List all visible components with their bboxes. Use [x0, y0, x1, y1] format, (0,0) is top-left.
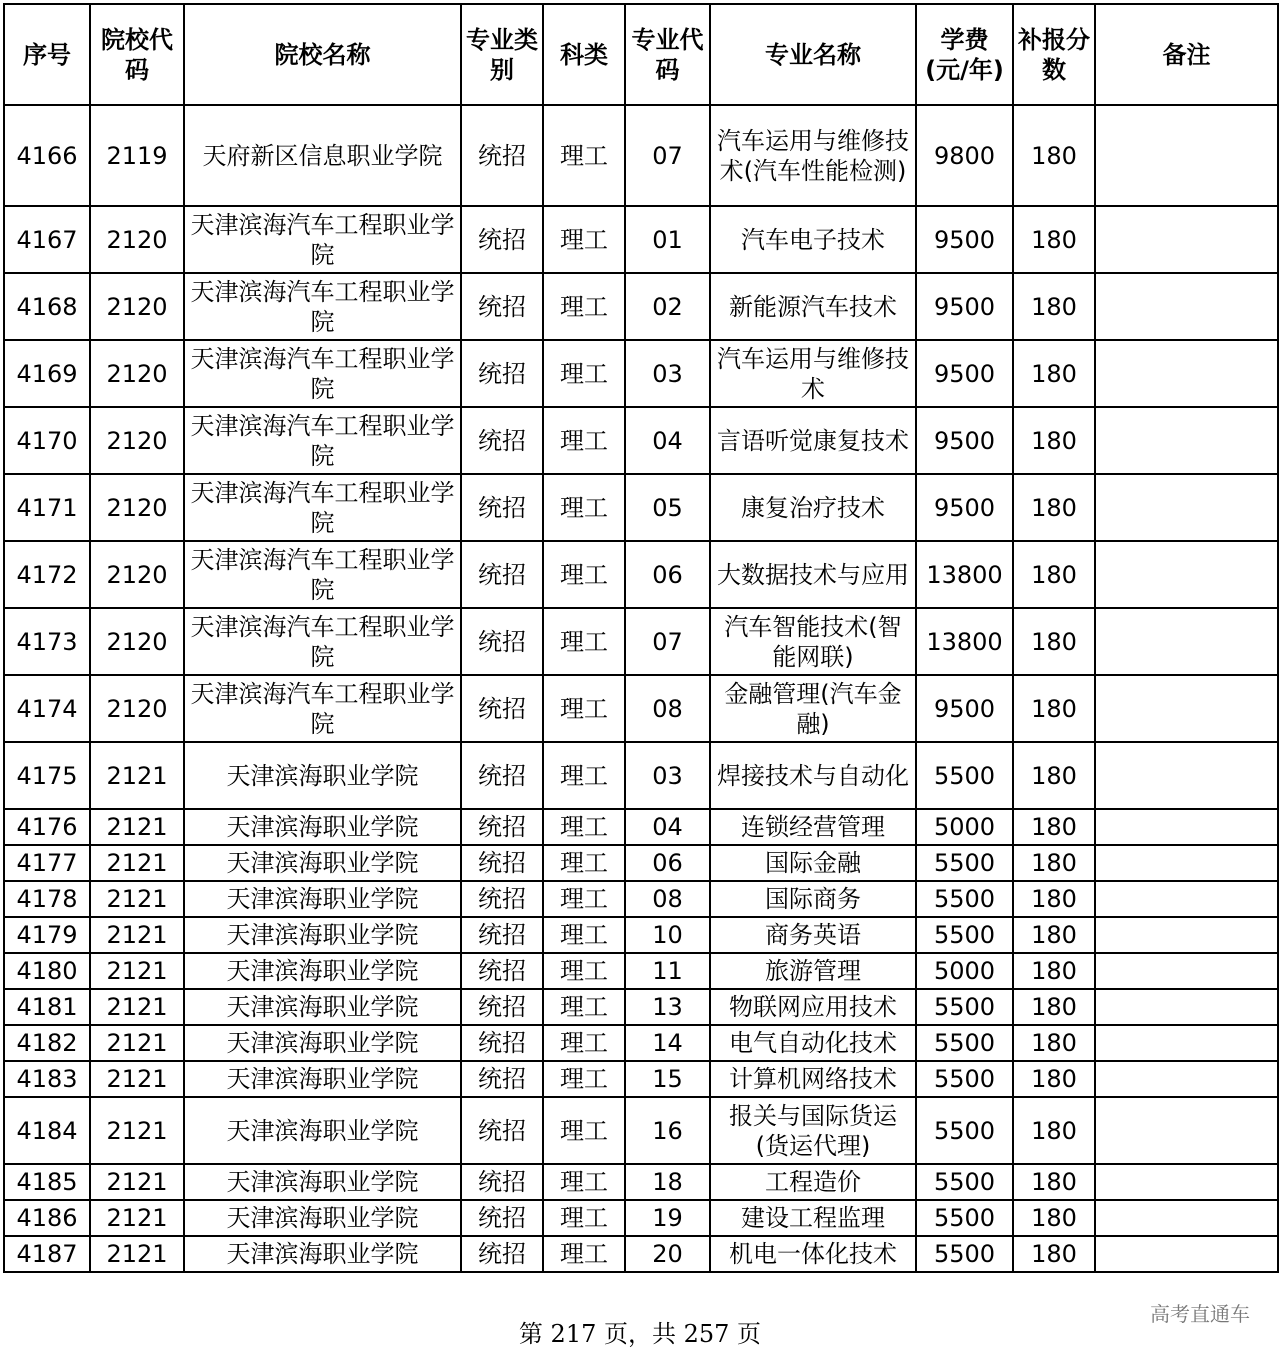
major-code-cell: 01	[625, 206, 710, 273]
tuition-cell: 5500	[916, 1061, 1013, 1097]
table-row	[4, 474, 1278, 541]
major-code-cell: 10	[625, 917, 710, 953]
table-row	[4, 809, 1278, 845]
seq-cell: 4170	[4, 407, 90, 474]
category-cell: 统招	[461, 1236, 543, 1272]
school-code-cell: 2121	[90, 1200, 184, 1236]
major-code-cell: 06	[625, 845, 710, 881]
school-name-cell: 天津滨海职业学院	[184, 881, 461, 917]
school-name-cell: 天津滨海职业学院	[184, 1061, 461, 1097]
major-code-cell: 11	[625, 953, 710, 989]
major-code-cell: 08	[625, 675, 710, 742]
category-cell: 统招	[461, 273, 543, 340]
major-code-cell: 14	[625, 1025, 710, 1061]
seq-cell: 4186	[4, 1200, 90, 1236]
tuition-cell: 5500	[916, 1236, 1013, 1272]
school-code-cell: 2120	[90, 407, 184, 474]
major-code-cell: 16	[625, 1097, 710, 1164]
table-row	[4, 675, 1278, 742]
school-code-cell: 2121	[90, 1164, 184, 1200]
school-code-cell: 2120	[90, 608, 184, 675]
major-code-cell: 20	[625, 1236, 710, 1272]
score-cell: 180	[1013, 105, 1095, 206]
score-cell: 180	[1013, 608, 1095, 675]
score-cell: 180	[1013, 541, 1095, 608]
table-row	[4, 206, 1278, 273]
tuition-cell: 5500	[916, 881, 1013, 917]
major-code-cell: 15	[625, 1061, 710, 1097]
school-name-cell: 天津滨海职业学院	[184, 845, 461, 881]
score-cell: 180	[1013, 1164, 1095, 1200]
subject-cell: 理工	[543, 742, 625, 809]
category-cell: 统招	[461, 989, 543, 1025]
seq-cell: 4187	[4, 1236, 90, 1272]
table-row	[4, 953, 1278, 989]
major-name-cell: 电气自动化技术	[710, 1025, 916, 1061]
remark-cell	[1095, 989, 1278, 1025]
subject-cell: 理工	[543, 541, 625, 608]
seq-cell: 4178	[4, 881, 90, 917]
category-cell: 统招	[461, 742, 543, 809]
tuition-cell: 5500	[916, 1200, 1013, 1236]
seq-cell: 4180	[4, 953, 90, 989]
score-cell: 180	[1013, 407, 1095, 474]
subject-cell: 理工	[543, 953, 625, 989]
major-code-cell: 05	[625, 474, 710, 541]
major-name-cell: 金融管理(汽车金融)	[710, 675, 916, 742]
subject-cell: 理工	[543, 1061, 625, 1097]
seq-cell: 4172	[4, 541, 90, 608]
subject-cell: 理工	[543, 273, 625, 340]
category-cell: 统招	[461, 340, 543, 407]
subject-cell: 理工	[543, 917, 625, 953]
remark-cell	[1095, 1061, 1278, 1097]
tuition-cell: 9500	[916, 206, 1013, 273]
table-row	[4, 917, 1278, 953]
school-name-cell: 天津滨海汽车工程职业学院	[184, 206, 461, 273]
seq-cell: 4175	[4, 742, 90, 809]
major-code-cell: 07	[625, 105, 710, 206]
seq-cell: 4166	[4, 105, 90, 206]
score-cell: 180	[1013, 273, 1095, 340]
school-name-cell: 天津滨海职业学院	[184, 1097, 461, 1164]
seq-cell: 4181	[4, 989, 90, 1025]
tuition-cell: 5500	[916, 1164, 1013, 1200]
school-code-cell: 2119	[90, 105, 184, 206]
major-code-cell: 04	[625, 809, 710, 845]
major-name-cell: 旅游管理	[710, 953, 916, 989]
seq-cell: 4179	[4, 917, 90, 953]
tuition-cell: 9500	[916, 474, 1013, 541]
tuition-cell: 9500	[916, 407, 1013, 474]
category-cell: 统招	[461, 541, 543, 608]
major-name-cell: 康复治疗技术	[710, 474, 916, 541]
score-cell: 180	[1013, 742, 1095, 809]
subject-cell: 理工	[543, 608, 625, 675]
major-name-cell: 工程造价	[710, 1164, 916, 1200]
score-cell: 180	[1013, 474, 1095, 541]
score-cell: 180	[1013, 917, 1095, 953]
school-code-cell: 2121	[90, 881, 184, 917]
school-code-cell: 2121	[90, 845, 184, 881]
subject-cell: 理工	[543, 1200, 625, 1236]
header-row	[4, 4, 1278, 105]
seq-cell: 4168	[4, 273, 90, 340]
school-name-cell: 天津滨海职业学院	[184, 1164, 461, 1200]
school-name-cell: 天津滨海汽车工程职业学院	[184, 474, 461, 541]
remark-cell	[1095, 206, 1278, 273]
remark-cell	[1095, 1097, 1278, 1164]
tuition-cell: 5500	[916, 1097, 1013, 1164]
school-name-cell: 天津滨海职业学院	[184, 953, 461, 989]
category-cell: 统招	[461, 675, 543, 742]
category-cell: 统招	[461, 917, 543, 953]
subject-cell: 理工	[543, 809, 625, 845]
table-row	[4, 1025, 1278, 1061]
table-row	[4, 541, 1278, 608]
header-cell: 专业类别	[461, 4, 543, 105]
subject-cell: 理工	[543, 1025, 625, 1061]
seq-cell: 4167	[4, 206, 90, 273]
school-code-cell: 2120	[90, 675, 184, 742]
school-code-cell: 2121	[90, 742, 184, 809]
seq-cell: 4174	[4, 675, 90, 742]
school-name-cell: 天津滨海汽车工程职业学院	[184, 273, 461, 340]
school-name-cell: 天津滨海职业学院	[184, 1025, 461, 1061]
seq-cell: 4169	[4, 340, 90, 407]
remark-cell	[1095, 474, 1278, 541]
category-cell: 统招	[461, 953, 543, 989]
subject-cell: 理工	[543, 407, 625, 474]
tuition-cell: 5500	[916, 742, 1013, 809]
school-name-cell: 天津滨海汽车工程职业学院	[184, 340, 461, 407]
major-name-cell: 物联网应用技术	[710, 989, 916, 1025]
school-name-cell: 天津滨海职业学院	[184, 809, 461, 845]
score-cell: 180	[1013, 845, 1095, 881]
tuition-cell: 13800	[916, 541, 1013, 608]
tuition-cell: 13800	[916, 608, 1013, 675]
remark-cell	[1095, 675, 1278, 742]
remark-cell	[1095, 1025, 1278, 1061]
major-code-cell: 08	[625, 881, 710, 917]
table-row	[4, 105, 1278, 206]
table-row	[4, 742, 1278, 809]
major-name-cell: 报关与国际货运(货运代理)	[710, 1097, 916, 1164]
table-row	[4, 608, 1278, 675]
header-cell: 专业名称	[710, 4, 916, 105]
remark-cell	[1095, 340, 1278, 407]
tuition-cell: 9500	[916, 340, 1013, 407]
major-name-cell: 商务英语	[710, 917, 916, 953]
school-code-cell: 2121	[90, 1097, 184, 1164]
score-cell: 180	[1013, 675, 1095, 742]
subject-cell: 理工	[543, 989, 625, 1025]
category-cell: 统招	[461, 809, 543, 845]
seq-cell: 4176	[4, 809, 90, 845]
school-name-cell: 天津滨海职业学院	[184, 1236, 461, 1272]
seq-cell: 4184	[4, 1097, 90, 1164]
school-name-cell: 天津滨海职业学院	[184, 742, 461, 809]
seq-cell: 4182	[4, 1025, 90, 1061]
subject-cell: 理工	[543, 1236, 625, 1272]
score-cell: 180	[1013, 1236, 1095, 1272]
subject-cell: 理工	[543, 340, 625, 407]
seq-cell: 4177	[4, 845, 90, 881]
subject-cell: 理工	[543, 881, 625, 917]
tuition-cell: 5500	[916, 845, 1013, 881]
major-name-cell: 汽车电子技术	[710, 206, 916, 273]
remark-cell	[1095, 1164, 1278, 1200]
tuition-cell: 5500	[916, 917, 1013, 953]
major-code-cell: 02	[625, 273, 710, 340]
header-cell: 学费(元/年)	[916, 4, 1013, 105]
score-cell: 180	[1013, 1200, 1095, 1236]
major-name-cell: 机电一体化技术	[710, 1236, 916, 1272]
remark-cell	[1095, 608, 1278, 675]
category-cell: 统招	[461, 1025, 543, 1061]
seq-cell: 4183	[4, 1061, 90, 1097]
major-code-cell: 18	[625, 1164, 710, 1200]
table-row	[4, 845, 1278, 881]
table-row	[4, 881, 1278, 917]
major-name-cell: 新能源汽车技术	[710, 273, 916, 340]
table-row	[4, 989, 1278, 1025]
table-row	[4, 407, 1278, 474]
category-cell: 统招	[461, 1061, 543, 1097]
subject-cell: 理工	[543, 845, 625, 881]
major-name-cell: 国际商务	[710, 881, 916, 917]
table-row	[4, 1236, 1278, 1272]
header-cell: 补报分数	[1013, 4, 1095, 105]
major-code-cell: 04	[625, 407, 710, 474]
page-number: 第 217 页，共 257 页	[518, 1320, 762, 1348]
major-code-cell: 03	[625, 742, 710, 809]
school-name-cell: 天津滨海汽车工程职业学院	[184, 608, 461, 675]
subject-cell: 理工	[543, 675, 625, 742]
remark-cell	[1095, 273, 1278, 340]
school-name-cell: 天津滨海汽车工程职业学院	[184, 675, 461, 742]
remark-cell	[1095, 407, 1278, 474]
major-code-cell: 06	[625, 541, 710, 608]
remark-cell	[1095, 953, 1278, 989]
major-name-cell: 汽车智能技术(智能网联)	[710, 608, 916, 675]
category-cell: 统招	[461, 105, 543, 206]
tuition-cell: 9500	[916, 675, 1013, 742]
major-name-cell: 建设工程监理	[710, 1200, 916, 1236]
major-name-cell: 汽车运用与维修技术	[710, 340, 916, 407]
subject-cell: 理工	[543, 1164, 625, 1200]
major-code-cell: 19	[625, 1200, 710, 1236]
school-code-cell: 2121	[90, 809, 184, 845]
header-cell: 院校代码	[90, 4, 184, 105]
category-cell: 统招	[461, 608, 543, 675]
school-name-cell: 天津滨海汽车工程职业学院	[184, 541, 461, 608]
seq-cell: 4185	[4, 1164, 90, 1200]
tuition-cell: 9500	[916, 273, 1013, 340]
major-code-cell: 13	[625, 989, 710, 1025]
category-cell: 统招	[461, 845, 543, 881]
subject-cell: 理工	[543, 1097, 625, 1164]
tuition-cell: 5500	[916, 989, 1013, 1025]
school-code-cell: 2120	[90, 541, 184, 608]
school-code-cell: 2120	[90, 474, 184, 541]
school-code-cell: 2121	[90, 989, 184, 1025]
remark-cell	[1095, 845, 1278, 881]
score-cell: 180	[1013, 953, 1095, 989]
category-cell: 统招	[461, 881, 543, 917]
category-cell: 统招	[461, 407, 543, 474]
major-name-cell: 国际金融	[710, 845, 916, 881]
school-code-cell: 2120	[90, 206, 184, 273]
remark-cell	[1095, 1236, 1278, 1272]
major-name-cell: 连锁经营管理	[710, 809, 916, 845]
seq-cell: 4173	[4, 608, 90, 675]
tuition-cell: 5000	[916, 809, 1013, 845]
table-row	[4, 1164, 1278, 1200]
score-cell: 180	[1013, 989, 1095, 1025]
major-code-cell: 03	[625, 340, 710, 407]
school-name-cell: 天津滨海职业学院	[184, 1200, 461, 1236]
admission-table	[3, 3, 1279, 1273]
score-cell: 180	[1013, 1061, 1095, 1097]
seq-cell: 4171	[4, 474, 90, 541]
major-code-cell: 07	[625, 608, 710, 675]
header-cell: 备注	[1095, 4, 1278, 105]
school-code-cell: 2120	[90, 273, 184, 340]
table-row	[4, 1200, 1278, 1236]
school-code-cell: 2121	[90, 1061, 184, 1097]
school-name-cell: 天府新区信息职业学院	[184, 105, 461, 206]
school-code-cell: 2121	[90, 953, 184, 989]
remark-cell	[1095, 881, 1278, 917]
school-name-cell: 天津滨海汽车工程职业学院	[184, 407, 461, 474]
major-name-cell: 大数据技术与应用	[710, 541, 916, 608]
score-cell: 180	[1013, 809, 1095, 845]
category-cell: 统招	[461, 206, 543, 273]
remark-cell	[1095, 809, 1278, 845]
score-cell: 180	[1013, 1025, 1095, 1061]
table-row	[4, 1061, 1278, 1097]
header-cell: 专业代码	[625, 4, 710, 105]
tuition-cell: 5500	[916, 1025, 1013, 1061]
remark-cell	[1095, 917, 1278, 953]
tuition-cell: 5000	[916, 953, 1013, 989]
score-cell: 180	[1013, 1097, 1095, 1164]
tuition-cell: 9800	[916, 105, 1013, 206]
school-code-cell: 2121	[90, 1236, 184, 1272]
score-cell: 180	[1013, 881, 1095, 917]
remark-cell	[1095, 105, 1278, 206]
subject-cell: 理工	[543, 105, 625, 206]
school-code-cell: 2120	[90, 340, 184, 407]
subject-cell: 理工	[543, 206, 625, 273]
subject-cell: 理工	[543, 474, 625, 541]
score-cell: 180	[1013, 340, 1095, 407]
school-name-cell: 天津滨海职业学院	[184, 917, 461, 953]
score-cell: 180	[1013, 206, 1095, 273]
table-row	[4, 1097, 1278, 1164]
category-cell: 统招	[461, 1200, 543, 1236]
remark-cell	[1095, 1200, 1278, 1236]
major-name-cell: 计算机网络技术	[710, 1061, 916, 1097]
table-row	[4, 340, 1278, 407]
header-cell: 科类	[543, 4, 625, 105]
header-cell: 院校名称	[184, 4, 461, 105]
table-row	[4, 273, 1278, 340]
major-name-cell: 汽车运用与维修技术(汽车性能检测)	[710, 105, 916, 206]
school-code-cell: 2121	[90, 917, 184, 953]
school-code-cell: 2121	[90, 1025, 184, 1061]
school-name-cell: 天津滨海职业学院	[184, 989, 461, 1025]
major-name-cell: 焊接技术与自动化	[710, 742, 916, 809]
category-cell: 统招	[461, 1097, 543, 1164]
header-cell: 序号	[4, 4, 90, 105]
category-cell: 统招	[461, 474, 543, 541]
remark-cell	[1095, 541, 1278, 608]
remark-cell	[1095, 742, 1278, 809]
watermark-text: 高考直通车	[1150, 1302, 1250, 1326]
major-name-cell: 言语听觉康复技术	[710, 407, 916, 474]
category-cell: 统招	[461, 1164, 543, 1200]
